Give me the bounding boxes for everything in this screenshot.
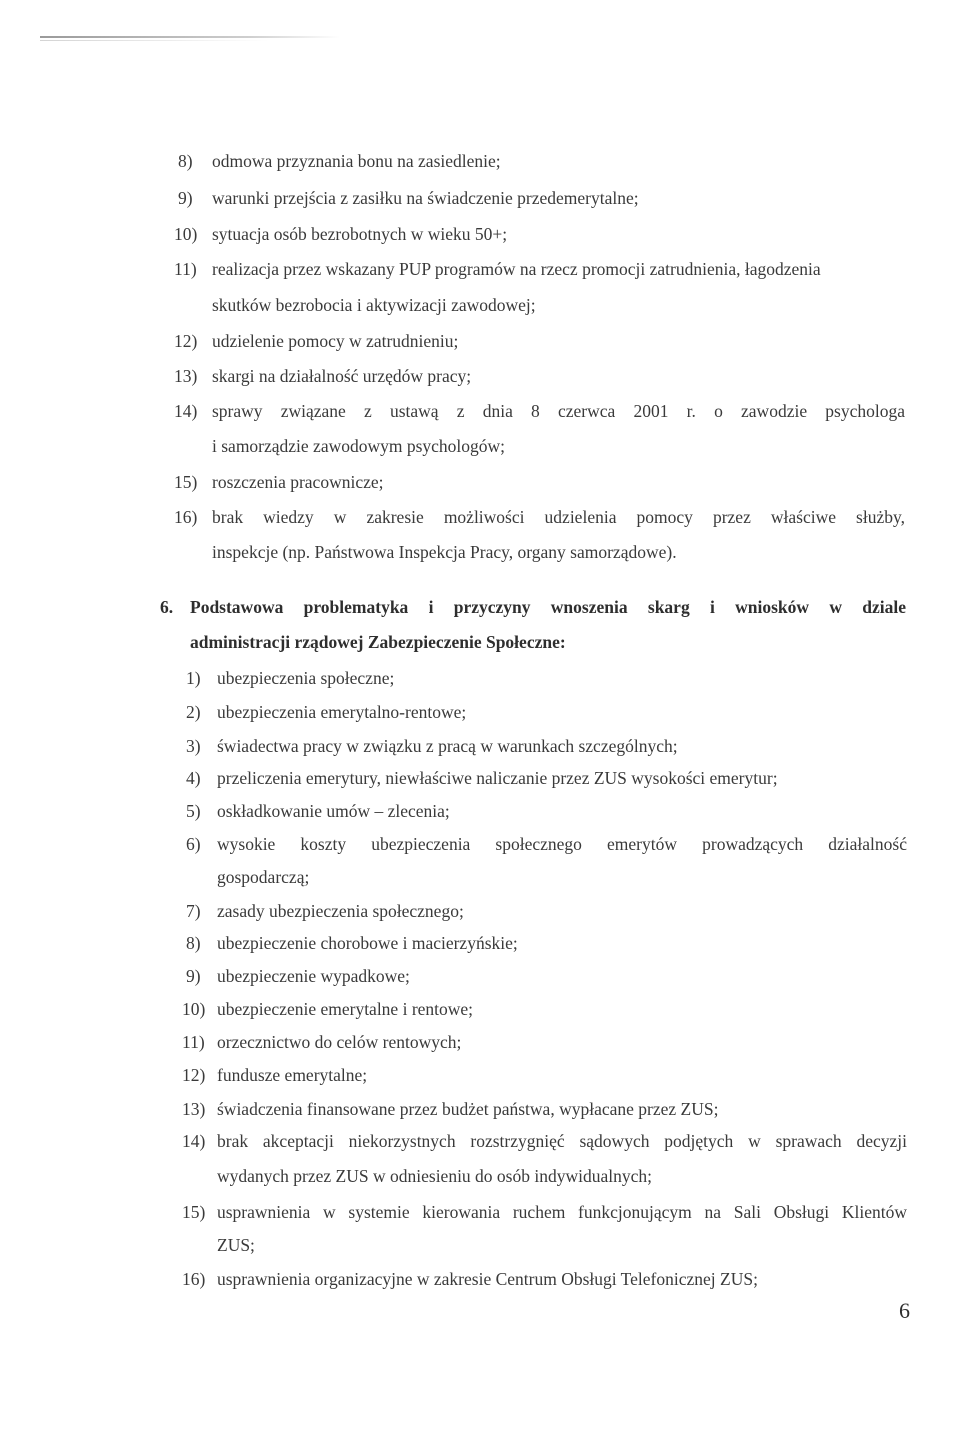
- section-number: 6.: [160, 597, 174, 617]
- list-item-text: brak akceptacji niekorzystnych rozstrzygnięć sądowych podjętych w sprawach decyzji: [217, 1131, 907, 1151]
- list-item-number: 16): [182, 1269, 206, 1289]
- list-item-number: 12): [182, 1065, 206, 1085]
- list-item: [0, 763, 960, 793]
- list-item-text: ubezpieczenie chorobowe i macierzyńskie;: [217, 933, 518, 953]
- list-item-number: 12): [174, 331, 198, 351]
- list-item-text: brak wiedzy w zakresie możliwości udzielenia pomocy przez właściwe służby,: [212, 507, 905, 527]
- list-item-number: 10): [182, 999, 206, 1019]
- list-item-number: 14): [182, 1131, 206, 1151]
- list-item-text: ubezpieczenia społeczne;: [217, 668, 395, 688]
- list-item-continuation: ZUS;: [217, 1235, 255, 1255]
- list-item-text: fundusze emerytalne;: [217, 1065, 368, 1085]
- list-item-continuation: skutków bezrobocia i aktywizacji zawodowej;: [212, 295, 536, 315]
- list-item-number: 13): [174, 366, 198, 386]
- list-item: [0, 1060, 960, 1090]
- list-item-number: 2): [186, 702, 201, 722]
- list-item-text: sytuacja osób bezrobotnych w wieku 50+;: [212, 224, 508, 244]
- list-item-number: 15): [182, 1202, 206, 1222]
- list-item-text: ubezpieczenia emerytalno-rentowe;: [217, 702, 467, 722]
- list-item-number: 1): [186, 668, 201, 688]
- list-item-continuation: inspekcje (np. Państwowa Inspekcja Pracy, organy samorządowe).: [212, 542, 677, 562]
- list-item-text: orzecznictwo do celów rentowych;: [217, 1032, 462, 1052]
- section-title-line-2: administracji rządowej Zabezpieczenie Społeczne:: [190, 632, 566, 652]
- scan-artifact-line: [40, 36, 340, 38]
- list-item: [0, 396, 960, 426]
- list-item-number: 8): [178, 151, 193, 171]
- list-item-number: 16): [174, 507, 198, 527]
- list-item-text: ubezpieczenie emerytalne i rentowe;: [217, 999, 474, 1019]
- list-item-text: oskładkowanie umów – zlecenia;: [217, 801, 450, 821]
- list-item-number: 8): [186, 933, 201, 953]
- list-item-text: wysokie koszty ubezpieczenia społecznego emerytów prowadzących działalność: [217, 834, 907, 854]
- list-item: [0, 467, 960, 497]
- list-item-number: 10): [174, 224, 198, 244]
- list-item: [0, 326, 960, 356]
- list-item-text: roszczenia pracownicze;: [212, 472, 384, 492]
- list-item-text: warunki przejścia z zasiłku na świadczenie przedemerytalne;: [212, 188, 639, 208]
- list-item: [0, 731, 960, 761]
- list-item-number: 7): [186, 901, 201, 921]
- list-item: [0, 697, 960, 727]
- list-item: [0, 1197, 960, 1227]
- section-title-line-1: Podstawowa problematyka i przyczyny wnoszenia skarg i wniosków w dziale: [190, 597, 906, 617]
- list-item: [0, 928, 960, 958]
- page-number: 6: [899, 1298, 910, 1323]
- list-item: [0, 361, 960, 391]
- list-item-text: realizacja przez wskazany PUP programów na rzecz promocji zatrudnienia, łagodzenia: [212, 259, 821, 279]
- list-item-text: przeliczenia emerytury, niewłaściwe naliczanie przez ZUS wysokości emerytur;: [217, 768, 778, 788]
- list-item: [0, 663, 960, 693]
- list-item-text: skargi na działalność urzędów pracy;: [212, 366, 472, 386]
- list-item-number: 9): [186, 966, 201, 986]
- list-item-continuation: gospodarczą;: [217, 867, 310, 887]
- list-item: [0, 961, 960, 991]
- list-item-text: ubezpieczenie wypadkowe;: [217, 966, 410, 986]
- list-item-text: usprawnienia organizacyjne w zakresie Centrum Obsługi Telefonicznej ZUS;: [217, 1269, 758, 1289]
- list-item-number: 6): [186, 834, 201, 854]
- list-item-number: 4): [186, 768, 201, 788]
- list-item-text: świadectwa pracy w związku z pracą w warunkach szczególnych;: [217, 736, 678, 756]
- list-item: [0, 183, 960, 213]
- list-item-text: sprawy związane z ustawą z dnia 8 czerwca 2001 r. o zawodzie psychologa: [212, 401, 905, 421]
- list-item-continuation: i samorządzie zawodowym psychologów;: [212, 436, 506, 456]
- list-item-text: udzielenie pomocy w zatrudnieniu;: [212, 331, 459, 351]
- list-item: [0, 829, 960, 859]
- list-item: [0, 1264, 960, 1294]
- list-item-number: 13): [182, 1099, 206, 1119]
- list-item-number: 14): [174, 401, 198, 421]
- list-item: [0, 254, 960, 284]
- list-item-number: 11): [174, 259, 197, 279]
- list-item: [0, 146, 960, 176]
- list-item-text: zasady ubezpieczenia społecznego;: [217, 901, 464, 921]
- list-item-number: 5): [186, 801, 201, 821]
- list-item: [0, 502, 960, 532]
- list-item-text: świadczenia finansowane przez budżet państwa, wypłacane przez ZUS;: [217, 1099, 719, 1119]
- list-item-text: odmowa przyznania bonu na zasiedlenie;: [212, 151, 501, 171]
- list-item-number: 15): [174, 472, 198, 492]
- list-item-number: 9): [178, 188, 193, 208]
- list-item: [0, 896, 960, 926]
- list-item-text: usprawnienia w systemie kierowania ruchem funkcjonującym na Sali Obsługi Klientów: [217, 1202, 907, 1222]
- list-item: [0, 1094, 960, 1124]
- list-item-number: 3): [186, 736, 201, 756]
- list-item: [0, 994, 960, 1024]
- list-item: [0, 796, 960, 826]
- list-item: [0, 1027, 960, 1057]
- list-item-continuation: wydanych przez ZUS w odniesieniu do osób indywidualnych;: [217, 1166, 652, 1186]
- list-item: [0, 219, 960, 249]
- scan-artifact-line-faint: [40, 40, 270, 41]
- list-item-number: 11): [182, 1032, 205, 1052]
- list-item: [0, 1126, 960, 1156]
